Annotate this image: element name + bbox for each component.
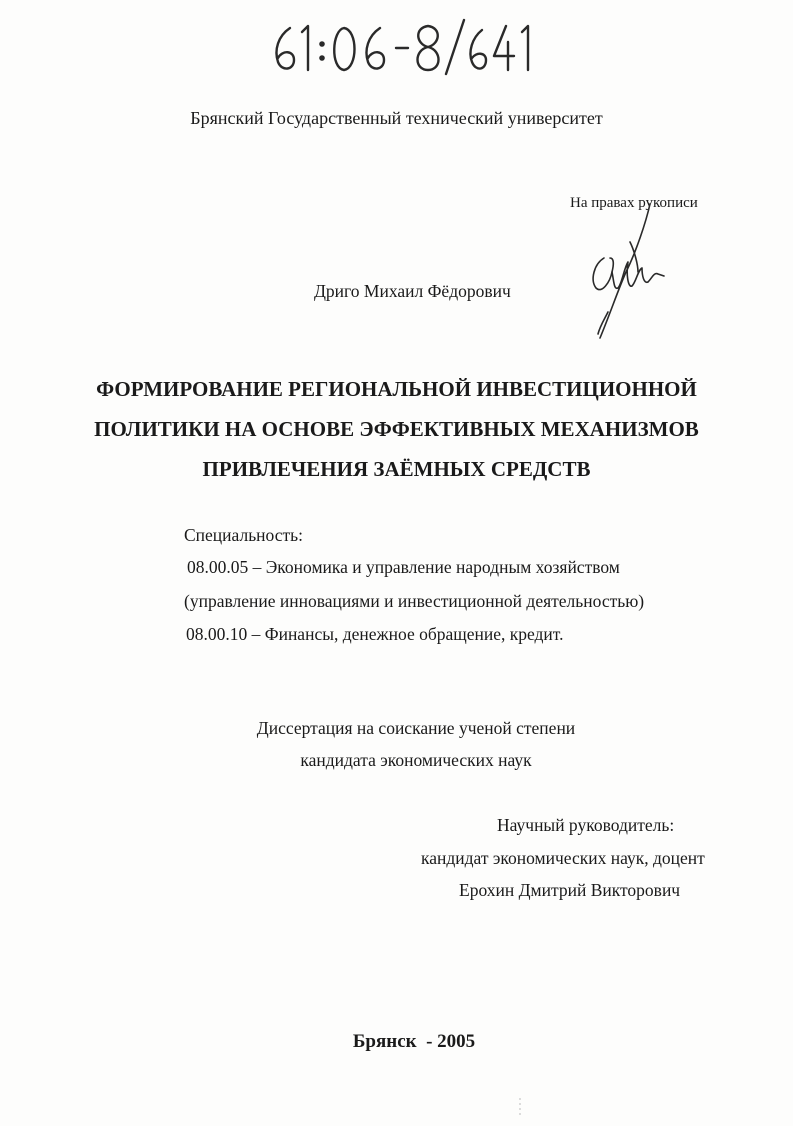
university-name: Брянский Государственный технический университет	[190, 108, 603, 128]
city-year: Брянск - 2005	[352, 1031, 476, 1052]
archive-number-handwriting	[268, 14, 538, 76]
advisor-degree: кандидат экономических наук, доцент	[421, 848, 705, 868]
specialty-code-1-detail: (управление инновациями и инвестиционной деятельностью)	[184, 591, 645, 611]
specialty-label: Специальность:	[184, 525, 303, 545]
specialty-code-2: 08.00.10 – Финансы, денежное обращение, кредит.	[186, 624, 564, 644]
author-name: Дриго Михаил Фёдорович	[314, 281, 511, 301]
manuscript-note: На правах рукописи	[570, 195, 698, 211]
degree-field: кандидата экономических наук	[300, 750, 532, 770]
specialty-code-1: 08.00.05 – Экономика и управление народным хозяйством	[187, 557, 620, 577]
archive-number-text	[268, 14, 269, 15]
handwritten-signature-icon	[588, 202, 668, 344]
title-line: ПОЛИТИКИ НА ОСНОВЕ ЭФФЕКТИВНЫХ МЕХАНИЗМОВ	[94, 417, 699, 441]
archive-number	[268, 14, 538, 76]
advisor-label: Научный руководитель:	[497, 815, 675, 835]
dissertation-title	[0, 369, 793, 489]
degree-statement: Диссертация на соискание ученой степени	[256, 718, 576, 738]
title-line: ПРИВЛЕЧЕНИЯ ЗАЁМНЫХ СРЕДСТВ	[202, 457, 591, 481]
advisor-name: Ерохин Дмитрий Викторович	[459, 880, 681, 900]
scan-artifact	[518, 1098, 522, 1118]
title-line: ФОРМИРОВАНИЕ РЕГИОНАЛЬНОЙ ИНВЕСТИЦИОННОЙ	[96, 377, 697, 401]
